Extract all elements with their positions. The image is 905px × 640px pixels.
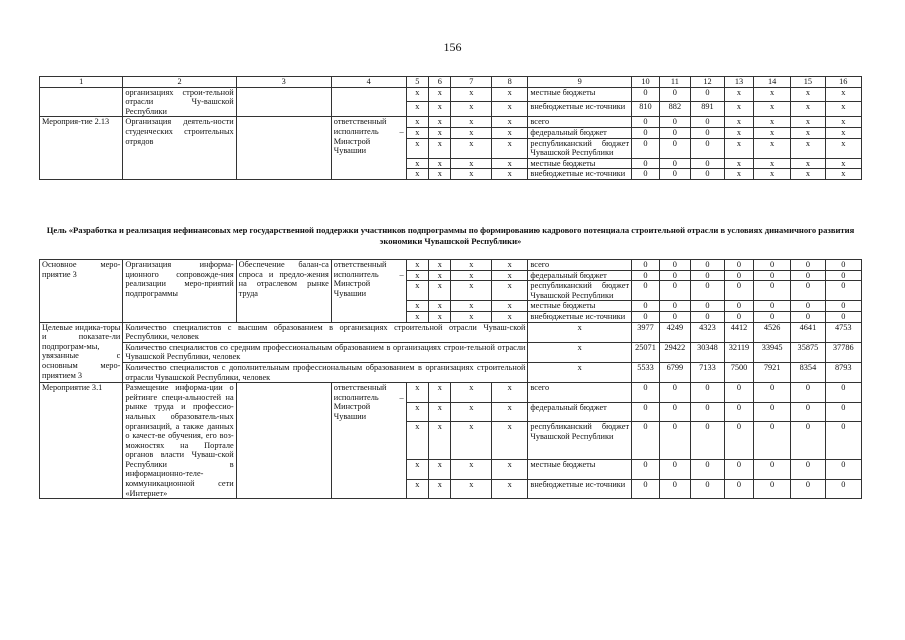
x-mark-cell: x (451, 479, 492, 499)
value-cell: x (725, 102, 754, 117)
purpose-cell (236, 383, 331, 499)
funding-source-cell: федеральный бюджет (528, 270, 632, 281)
funding-source-cell: внебюджетные ис-точники (528, 102, 632, 117)
value-cell: x (791, 117, 825, 128)
value-cell: 8354 (791, 362, 825, 382)
value-cell: 0 (753, 383, 790, 403)
value-cell: 0 (825, 479, 861, 499)
value-cell: 0 (690, 127, 724, 138)
value-cell: 0 (725, 459, 754, 479)
x-mark-cell: x (429, 158, 451, 169)
x-mark-cell: x (406, 117, 428, 128)
value-cell: 0 (791, 260, 825, 271)
x-mark-cell: x (492, 127, 528, 138)
measure-name-cell: Организация деятель-ности студенческих строительных отрядов (123, 117, 236, 180)
x-mark-cell: x (406, 281, 428, 301)
column-number-cell: 4 (331, 77, 406, 88)
value-cell: 891 (690, 102, 724, 117)
x-mark-cell: x (492, 102, 528, 117)
value-cell: x (791, 87, 825, 102)
funding-source-cell: всего (528, 383, 632, 403)
column-number-cell: 12 (690, 77, 724, 88)
value-cell: 0 (632, 281, 660, 301)
value-cell: 0 (791, 311, 825, 322)
column-number-cell: 15 (791, 77, 825, 88)
x-mark-cell: x (492, 402, 528, 422)
value-cell: 7921 (753, 362, 790, 382)
value-cell: 0 (725, 311, 754, 322)
x-mark-cell: x (492, 169, 528, 180)
x-mark-cell: x (406, 127, 428, 138)
x-mark-cell: x (429, 127, 451, 138)
table-row (40, 117, 862, 128)
funding-source-cell: местные бюджеты (528, 87, 632, 102)
value-cell: x (825, 169, 861, 180)
value-cell: 0 (690, 117, 724, 128)
purpose-cell (236, 87, 331, 117)
value-cell: 0 (825, 402, 861, 422)
value-cell: 0 (632, 87, 660, 102)
funding-source-cell: местные бюджеты (528, 459, 632, 479)
value-cell: 0 (659, 260, 690, 271)
funding-source-cell: республиканский бюджет Чувашской Республики (528, 422, 632, 459)
page-number: 156 (443, 40, 462, 54)
value-cell: 0 (725, 301, 754, 312)
indicator-text-cell: Количество специалистов с дополнительным профессиональным образованием в организациях строительной отрасли Чувашской Республики, человек (123, 362, 528, 382)
x-mark-cell: x (451, 459, 492, 479)
program-table-lower (39, 259, 862, 499)
value-cell: x (725, 117, 754, 128)
value-cell: 0 (791, 479, 825, 499)
value-cell: 0 (659, 479, 690, 499)
value-cell: 0 (825, 383, 861, 403)
value-cell: 0 (690, 311, 724, 322)
value-cell: 4526 (753, 322, 790, 342)
value-cell: 0 (632, 270, 660, 281)
value-cell: x (825, 102, 861, 117)
funding-source-cell: внебюджетные ис-точники (528, 311, 632, 322)
value-cell: 0 (725, 479, 754, 499)
column-number-cell: 1 (40, 77, 123, 88)
value-cell: 4412 (725, 322, 754, 342)
x-mark-cell: x (429, 311, 451, 322)
x-mark-cell: x (406, 270, 428, 281)
x-mark-cell: x (429, 87, 451, 102)
value-cell: x (753, 87, 790, 102)
x-mark-cell: x (429, 270, 451, 281)
value-cell: 0 (690, 87, 724, 102)
value-cell: 0 (632, 422, 660, 459)
value-cell: 0 (690, 260, 724, 271)
indicator-row (40, 362, 862, 382)
value-cell: 4323 (690, 322, 724, 342)
goal-heading: Цель «Разработка и реализация нефинансовых мер государственной поддержки участников подпрограммы по формированию кадрового потенциала строительной отрасли в условиях динамичного развития экономики Чувашской Республики» (46, 225, 855, 246)
value-cell: 0 (725, 402, 754, 422)
x-mark-cell: x (451, 260, 492, 271)
x-mark-cell: x (451, 117, 492, 128)
x-mark-cell: x (492, 311, 528, 322)
value-cell: 0 (825, 422, 861, 459)
value-cell: 0 (632, 117, 660, 128)
x-mark-cell: x (492, 117, 528, 128)
value-cell: 0 (825, 270, 861, 281)
value-cell: 0 (632, 158, 660, 169)
value-cell: x (753, 127, 790, 138)
value-cell: 0 (753, 270, 790, 281)
value-cell: 4753 (825, 322, 861, 342)
column-number-cell: 13 (725, 77, 754, 88)
value-cell: 0 (753, 260, 790, 271)
value-cell: 0 (659, 459, 690, 479)
value-cell: 0 (690, 281, 724, 301)
value-cell: 0 (825, 281, 861, 301)
value-cell: 0 (632, 311, 660, 322)
value-cell: 0 (659, 158, 690, 169)
value-cell: 0 (690, 383, 724, 403)
value-cell: x (753, 117, 790, 128)
x-mark-cell: x (451, 270, 492, 281)
indicator-text-cell: Количество специалистов со средним профессиональным образованием в организациях строи-тельной отрасли Чувашской Республики, человек (123, 342, 528, 362)
funding-source-cell: местные бюджеты (528, 158, 632, 169)
value-cell: 0 (690, 138, 724, 158)
value-cell: 0 (632, 459, 660, 479)
indicator-row (40, 342, 862, 362)
x-mark-cell: x (406, 311, 428, 322)
x-mark-cell: x (429, 301, 451, 312)
x-mark-cell: x (492, 479, 528, 499)
x-mark-cell: x (406, 102, 428, 117)
value-cell: 0 (725, 260, 754, 271)
x-mark-cell: x (406, 87, 428, 102)
column-number-cell: 10 (632, 77, 660, 88)
x-mark-cell: x (451, 87, 492, 102)
x-mark-cell: x (451, 402, 492, 422)
value-cell: 7500 (725, 362, 754, 382)
column-number-cell: 2 (123, 77, 236, 88)
value-cell: 0 (690, 301, 724, 312)
value-cell: 0 (753, 422, 790, 459)
responsible-cell (331, 87, 406, 117)
x-mark-cell: x (406, 383, 428, 403)
value-cell: 0 (690, 402, 724, 422)
x-mark-cell: x (429, 117, 451, 128)
value-cell: 0 (791, 270, 825, 281)
table-row (40, 87, 862, 102)
value-cell: 29422 (659, 342, 690, 362)
value-cell: 33945 (753, 342, 790, 362)
value-cell: 3977 (632, 322, 660, 342)
x-mark-cell: x (406, 479, 428, 499)
x-mark-cell: x (429, 138, 451, 158)
continued-label-cell (40, 87, 123, 117)
x-mark-cell: x (429, 479, 451, 499)
indicator-text-cell: Количество специалистов с высшим образованием в организациях строительной отрасли Чуваш-ской Республики, человек (123, 322, 528, 342)
value-cell: 0 (725, 422, 754, 459)
x-mark-cell: x (451, 301, 492, 312)
x-mark-cell: x (528, 362, 632, 382)
value-cell: x (791, 158, 825, 169)
funding-source-cell: внебюджетные ис-точники (528, 479, 632, 499)
column-number-cell: 3 (236, 77, 331, 88)
x-mark-cell: x (492, 281, 528, 301)
value-cell: 0 (632, 402, 660, 422)
column-number-cell: 5 (406, 77, 428, 88)
x-mark-cell: x (451, 169, 492, 180)
value-cell: 0 (659, 311, 690, 322)
x-mark-cell: x (451, 138, 492, 158)
value-cell: 35875 (791, 342, 825, 362)
value-cell: 0 (659, 301, 690, 312)
value-cell: 0 (725, 281, 754, 301)
value-cell: 0 (659, 169, 690, 180)
value-cell: x (791, 138, 825, 158)
funding-source-cell: местные бюджеты (528, 301, 632, 312)
x-mark-cell: x (429, 281, 451, 301)
value-cell: 0 (659, 383, 690, 403)
table-row (40, 383, 862, 403)
value-cell: x (825, 138, 861, 158)
column-number-cell: 16 (825, 77, 861, 88)
x-mark-cell: x (451, 127, 492, 138)
value-cell: 0 (725, 270, 754, 281)
indicators-label-cell: Целевые индика-торы и показате-ли подпрограм-мы, увязанные с основным меро-приятием 3 (40, 322, 123, 383)
value-cell: 5533 (632, 362, 660, 382)
value-cell: x (825, 87, 861, 102)
x-mark-cell: x (429, 169, 451, 180)
value-cell: x (791, 127, 825, 138)
x-mark-cell: x (429, 383, 451, 403)
value-cell: 0 (825, 301, 861, 312)
x-mark-cell: x (406, 402, 428, 422)
x-mark-cell: x (492, 158, 528, 169)
value-cell: 0 (632, 383, 660, 403)
value-cell: 4249 (659, 322, 690, 342)
value-cell: 0 (791, 402, 825, 422)
value-cell: 0 (659, 117, 690, 128)
value-cell: x (825, 127, 861, 138)
value-cell: x (825, 117, 861, 128)
value-cell: 0 (632, 260, 660, 271)
column-number-row (40, 77, 862, 88)
table-row (40, 260, 862, 271)
indicator-row (40, 322, 862, 342)
x-mark-cell: x (406, 158, 428, 169)
column-number-cell: 8 (492, 77, 528, 88)
funding-source-cell: республиканский бюджет Чувашской Республики (528, 281, 632, 301)
value-cell: 0 (791, 281, 825, 301)
value-cell: 0 (632, 127, 660, 138)
funding-source-cell: республиканский бюджет Чувашской Республики (528, 138, 632, 158)
value-cell: 0 (690, 422, 724, 459)
value-cell: 0 (825, 459, 861, 479)
x-mark-cell: x (406, 169, 428, 180)
value-cell: 0 (659, 138, 690, 158)
value-cell: 0 (753, 311, 790, 322)
value-cell: 0 (690, 169, 724, 180)
measure-name-cell: организациях строи-тельной отрасли Чу-вашской Республики (123, 87, 236, 117)
x-mark-cell: x (429, 459, 451, 479)
x-mark-cell: x (429, 402, 451, 422)
value-cell: 8793 (825, 362, 861, 382)
measure-label-cell: Мероприятие 3.1 (40, 383, 123, 499)
value-cell: 0 (791, 301, 825, 312)
value-cell: 30348 (690, 342, 724, 362)
value-cell: x (725, 158, 754, 169)
responsible-cell: ответственный исполнитель – Минстрой Чувашии (331, 260, 406, 323)
value-cell: x (825, 158, 861, 169)
value-cell: 0 (659, 402, 690, 422)
x-mark-cell: x (492, 459, 528, 479)
value-cell: 7133 (690, 362, 724, 382)
value-cell: 0 (753, 459, 790, 479)
value-cell: 0 (659, 127, 690, 138)
x-mark-cell: x (406, 301, 428, 312)
value-cell: 0 (632, 479, 660, 499)
x-mark-cell: x (528, 342, 632, 362)
x-mark-cell: x (492, 301, 528, 312)
x-mark-cell: x (492, 260, 528, 271)
value-cell: 0 (791, 422, 825, 459)
value-cell: 0 (753, 479, 790, 499)
value-cell: 0 (632, 138, 660, 158)
value-cell: x (725, 169, 754, 180)
funding-source-cell: федеральный бюджет (528, 402, 632, 422)
value-cell: 0 (791, 383, 825, 403)
x-mark-cell: x (451, 383, 492, 403)
funding-source-cell: всего (528, 117, 632, 128)
responsible-cell: ответственный исполнитель – Минстрой Чувашии (331, 117, 406, 180)
x-mark-cell: x (451, 158, 492, 169)
x-mark-cell: x (429, 422, 451, 459)
x-mark-cell: x (406, 422, 428, 459)
value-cell: x (725, 87, 754, 102)
x-mark-cell: x (451, 311, 492, 322)
x-mark-cell: x (451, 102, 492, 117)
purpose-cell: Обеспечение балан-са спроса и предло-жения на отраслевом рынке труда (236, 260, 331, 323)
value-cell: 37786 (825, 342, 861, 362)
value-cell: 0 (659, 281, 690, 301)
value-cell: 32119 (725, 342, 754, 362)
funding-source-cell: федеральный бюджет (528, 127, 632, 138)
x-mark-cell: x (429, 102, 451, 117)
value-cell: x (725, 127, 754, 138)
value-cell: 0 (725, 383, 754, 403)
value-cell: 810 (632, 102, 660, 117)
value-cell: x (753, 158, 790, 169)
value-cell: 0 (632, 169, 660, 180)
value-cell: x (791, 102, 825, 117)
funding-source-cell: внебюджетные ис-точники (528, 169, 632, 180)
x-mark-cell: x (492, 383, 528, 403)
value-cell: 0 (632, 301, 660, 312)
column-number-cell: 14 (753, 77, 790, 88)
value-cell: 4641 (791, 322, 825, 342)
value-cell: 0 (659, 87, 690, 102)
x-mark-cell: x (492, 270, 528, 281)
value-cell: 25071 (632, 342, 660, 362)
purpose-cell (236, 117, 331, 180)
value-cell: 0 (791, 459, 825, 479)
funding-source-cell: всего (528, 260, 632, 271)
x-mark-cell: x (451, 281, 492, 301)
value-cell: 0 (825, 260, 861, 271)
value-cell: 0 (825, 311, 861, 322)
column-number-cell: 6 (429, 77, 451, 88)
value-cell: 882 (659, 102, 690, 117)
value-cell: 0 (690, 270, 724, 281)
x-mark-cell: x (429, 260, 451, 271)
value-cell: 0 (690, 459, 724, 479)
x-mark-cell: x (406, 260, 428, 271)
value-cell: 0 (659, 270, 690, 281)
value-cell: x (753, 102, 790, 117)
value-cell: x (725, 138, 754, 158)
measure-label-cell: Основное меро-приятие 3 (40, 260, 123, 323)
value-cell: x (753, 138, 790, 158)
value-cell: x (753, 169, 790, 180)
column-number-cell: 9 (528, 77, 632, 88)
x-mark-cell: x (492, 138, 528, 158)
value-cell: x (791, 169, 825, 180)
measure-name-cell: Размещение информа-ции о рейтинге специ-альностей на рынке труда и профессио-нальных образователь-ных организаций, а также данных о качест-ве обучения, его воз-можностях на Портале органов власти Чуваш-ской Республики в информационно-теле-коммуникационной сети «Интернет» (123, 383, 236, 499)
program-table-upper (39, 76, 862, 180)
value-cell: 0 (753, 402, 790, 422)
x-mark-cell: x (528, 322, 632, 342)
x-mark-cell: x (406, 138, 428, 158)
value-cell: 0 (690, 479, 724, 499)
measure-name-cell: Организация информа-ционного сопровожде-ния реализации меро-приятий подпрограммы (123, 260, 236, 323)
column-number-cell: 11 (659, 77, 690, 88)
measure-label-cell: Мероприя-тие 2.13 (40, 117, 123, 180)
x-mark-cell: x (492, 87, 528, 102)
x-mark-cell: x (492, 422, 528, 459)
value-cell: 0 (659, 422, 690, 459)
value-cell: 0 (753, 281, 790, 301)
x-mark-cell: x (406, 459, 428, 479)
responsible-cell: ответственный исполнитель – Минстрой Чувашии (331, 383, 406, 499)
value-cell: 0 (690, 158, 724, 169)
column-number-cell: 7 (451, 77, 492, 88)
x-mark-cell: x (451, 422, 492, 459)
value-cell: 6799 (659, 362, 690, 382)
value-cell: 0 (753, 301, 790, 312)
